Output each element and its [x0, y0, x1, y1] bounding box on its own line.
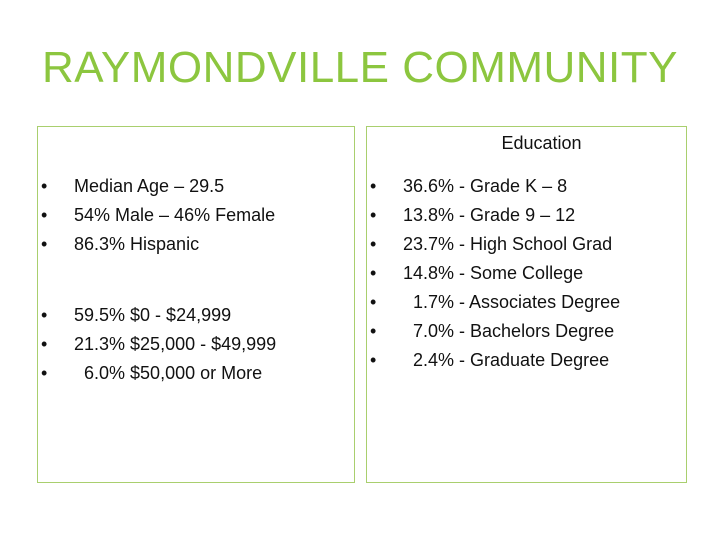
bullet-icon: • [41, 234, 48, 254]
demographics-box [37, 126, 355, 483]
education-heading: Education [501, 133, 582, 153]
bullet-icon: • [370, 292, 377, 312]
education-box [366, 126, 687, 483]
list-item-text: 21.3% $25,000 - $49,999 [74, 334, 277, 354]
bullet-icon: • [41, 334, 48, 354]
bullet-icon: • [370, 234, 377, 254]
bullet-icon: • [41, 205, 48, 225]
bullet-icon: • [41, 363, 48, 383]
list-item-text: 6.0% $50,000 or More [74, 363, 263, 383]
list-item-text: 36.6% - Grade K – 8 [403, 176, 568, 196]
list-item-text: 54% Male – 46% Female [74, 205, 276, 225]
bullet-icon: • [370, 176, 377, 196]
list-item-text: Median Age – 29.5 [74, 176, 225, 196]
bullet-icon: • [370, 350, 377, 370]
bullet-icon: • [370, 321, 377, 341]
bullet-icon: • [41, 305, 48, 325]
list-item-text: 1.7% - Associates Degree [403, 292, 621, 312]
list-item-text: 7.0% - Bachelors Degree [403, 321, 615, 341]
list-item-text: 13.8% - Grade 9 – 12 [403, 205, 576, 225]
list-item-text: 86.3% Hispanic [74, 234, 200, 254]
list-item-text: 23.7% - High School Grad [403, 234, 613, 254]
bullet-icon: • [370, 205, 377, 225]
list-item-text: 14.8% - Some College [403, 263, 584, 283]
list-item-text: 59.5% $0 - $24,999 [74, 305, 232, 325]
slide-title: RAYMONDVILLE COMMUNITY [41, 43, 679, 92]
bullet-icon: • [370, 263, 377, 283]
bullet-icon: • [41, 176, 48, 196]
list-item-text: 2.4% - Graduate Degree [403, 350, 610, 370]
